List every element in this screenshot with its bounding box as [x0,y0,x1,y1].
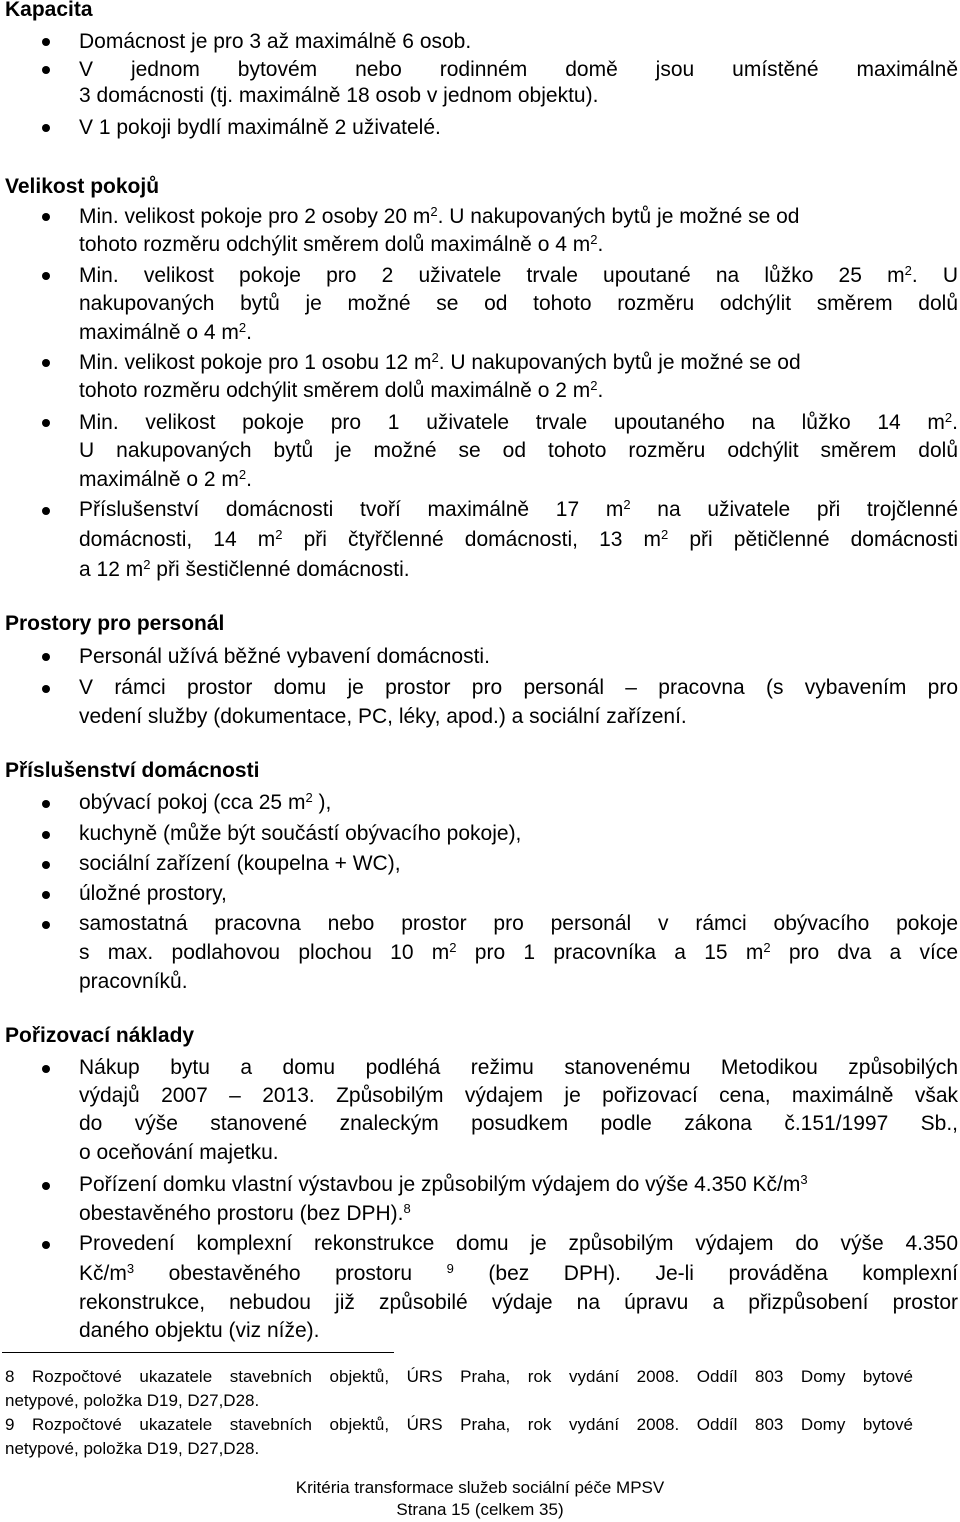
bullet-icon [42,1182,50,1190]
heading-prostory-pro-personal: Prostory pro personál [5,612,225,635]
bullet-icon [42,213,50,221]
heading-prislusenstvi-domacnosti: Příslušenství domácnosti [5,759,260,782]
heading-porizovaci-naklady: Pořizovací náklady [5,1024,195,1047]
page-number: Strana 15 (celkem 35) [396,1500,564,1519]
bullet-icon [42,831,50,839]
footnote-9: 9 Rozpočtové ukazatele stavebních objektů, ÚRS Praha, rok vydání 2008. Oddíl 803 Domy bytové [5,1415,913,1434]
footer-title: Kritéria transformace služeb sociální péče MPSV [295,1478,665,1497]
bullet-icon [42,653,50,661]
bullet-icon [42,921,50,929]
document-page: Kapacita Domácnost je pro 3 až maximálně 6 osob. V jednom bytovém nebo rodinném domě jsou umístěné maximálně 3 domácnosti (tj. maximálně 18 osob v jednom objektu). V 1 pokoji bydlí maximálně 2 uživatelé. Velikost pokojů Min. velikost pokoje pro 2 osoby 20 $m^2$. U nakupovaných bytů je možné se od tohoto rozměru odchýlit směrem dolů maximálně o 4 $m^2$. Min. velikost pokoje pro 2 uživatele trvale upoutané na lůžko 25 $m^2$. U nakupovaných bytů je možné se od tohoto rozměru odchýlit směrem dolů maximálně o 4 $m^2$. Min. velikost pokoje pro 1 osobu 12 $m^2$. U nakupovaných bytů je možné se od tohoto rozměru odchýlit směrem dolů maximálně o 2 $m^2$. Min. velikost pokoje pro 1 uživatele trvale upoutaného na lůžko 14 $m^2$. U nakupovaných bytů je možné se od tohoto rozměru odchýlit směrem dolů maximálně o 2 $m^2$. Příslušenství domácnosti tvoří maximálně 17 $m^2$ na uživatele při trojčlenné domácnosti, 14 $m^2$ při čtyřčlenné domácnosti, 13 $m^2$ při pětičlenné domácnosti a 12 $m^2$ při šestičlenné domácnosti. Prostory pro personál Personál užívá běžné vybavení domácnosti. V rámci prostor domu je prostor pro personál – pracovna (s vybavením pro vedení služby (dokumentace, PC, léky, apod.) a sociální zařízení. Příslušenství domácnosti obývací pokoj (cca 25 $m^2$ ), kuchyně (může být součástí obývacího pokoje), sociální zařízení (koupelna + WC), úložné prostory, samostatná pracovna nebo prostor pro personál v rámci obývacího pokoje s max. podlahovou plochou 10 $m^2$ pro 1 pracovníka a 15 $m^2$ pro dva a více pracovníků. Pořizovací náklady Nákup bytu a domu podléhá režimu stanovenému Metodikou způsobilých výdajů 2007 – 2013. Způsobilým výdajem je pořizovací cena, maximálně však do výše stanovené znaleckým posudkem podle zákona č.151/1997 Sb., o oceňování majetku. Pořízení domku vlastní výstavbou je způsobilým výdajem do výše 4.350 $Kč/m^3$ obestavěného prostoru (bez DPH).$^8$ Provedení komplexní rekonstrukce domu je způsobilým výdajem do výše 4.350 $Kč/m^3$ obestavěného prostoru $^9$ (bez DPH). Je-li prováděna komplexní rekonstrukce, nebudou již způsobilé výdaje na úpravu a přizpůsobení prostor daného objektu (viz níže). 8 Rozpočtové ukazatele stavebních objektů, ÚRS Praha, rok vydání 2008. Oddíl 803 Domy bytové netypové, položka D19, D27,D28. 9 Rozpočtové ukazatele stavebních objektů, ÚRS Praha, rok vydání 2008. Oddíl 803 Domy bytové netypové, položka D19, D27,D28. Kritéria transformace služeb sociální péče MPSV Strana 15 (celkem 35) [0,0,960,1522]
footnote-separator [2,1352,394,1353]
bullet-icon [42,507,50,515]
bullet-icon [42,1241,50,1249]
bullet-icon [42,800,50,808]
bullet-icon [42,66,50,74]
heading-kapacita: Kapacita [5,0,93,21]
bullet-icon [42,1065,50,1073]
bullet-icon [42,891,50,899]
footnote-9-cont: netypové, položka D19, D27,D28. [5,1439,260,1458]
footnote-8-cont: netypové, položka D19, D27,D28. [5,1391,260,1410]
footnote-8: 8 Rozpočtové ukazatele stavebních objektů, ÚRS Praha, rok vydání 2008. Oddíl 803 Domy bytové [5,1367,913,1386]
bullet-icon [42,419,50,427]
bullet-icon [42,861,50,869]
bullet-icon [42,38,50,46]
bullet-icon [42,272,50,280]
heading-velikost-pokoju: Velikost pokojů [5,175,160,198]
bullet-icon [42,124,50,132]
bullet-icon [42,359,50,367]
bullet-icon [42,685,50,693]
